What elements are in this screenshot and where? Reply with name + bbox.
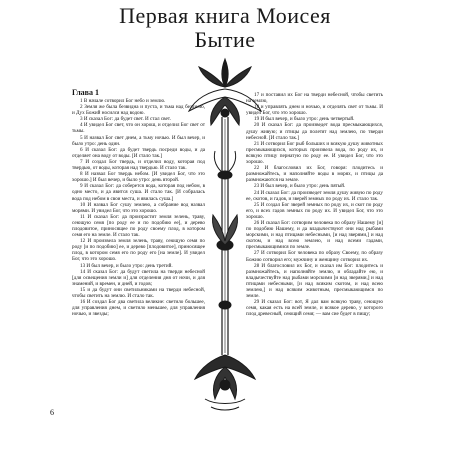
verse: 25 И создал Бог зверей земных по роду их, и скот по роду его, и всех гадов земных по роду их. И увидел Бог, что это хорошо. xyxy=(246,201,383,220)
verse: 20 И сказал Бог: да произведет вода пресмыкающихся, душу живую; и птицы да полетят над землею, по тверди небесной. [И стало так.] xyxy=(246,122,383,141)
verse: 12 И произвела земля зелень, траву, сеющую семя по роду [и по подобию] ее, и дерево [плодовитое], приносящее плод, в котором семя его по роду его [на земле]. И увидел Бог, что это хорошо. xyxy=(72,238,205,263)
verse: 14 И сказал Бог: да будут светила на тверди небесной [для освещения земли и] для отделения дня от ночи, и для знамений, и времен, и дней, и годов; xyxy=(72,268,205,287)
verse: 11 И сказал Бог: да произрастит земля зелень, траву, сеющую семя [по роду ее и по подобию ее], и дерево плодовитое, приносящее по роду своему плод, в котором семя его на земле. И стало так. xyxy=(72,213,205,239)
verse: 19 И был вечер, и было утро: день четвертый. xyxy=(254,116,355,123)
verse: 16 И создал Бог два светила великие: светило большее, для управления днем, и светило меньшее, для управления ночью, и звезды; xyxy=(72,299,205,318)
verse: 5 И назвал Бог свет днем, а тьму ночью. И был вечер, и было утро: день один. xyxy=(72,134,205,147)
verse: 27 И сотворил Бог человека по образу Своему, по образу Божию сотворил его; мужчину и женщину сотворил их. xyxy=(246,250,383,263)
verse: 9 И сказал Бог: да соберется вода, которая под небом, в одно место, и да явится суша. И стало так. [И собралась вода под небом в свои места, и явилась суша.] xyxy=(72,183,205,202)
verse: 13 И был вечер, и было утро: день третий. xyxy=(80,262,173,269)
verse: 22 И благословил их Бог, говоря: плодитесь и размножайтесь, и наполняйте воды в морях, и птицы да размножаются на земле. xyxy=(246,165,383,184)
book-title: Первая книга Моисея xyxy=(119,3,331,28)
verse: 21 И сотворил Бог рыб больших и всякую душу животных пресмыкающихся, которых произвела вода, по роду их, и всякую птицу пернатую по роду ее. И увидел Бог, что это хорошо. xyxy=(246,140,383,166)
verse: 24 И сказал Бог: да произведет земля душу живую по роду ее, скотов, и гадов, и зверей земных по роду их. И стало так. xyxy=(246,189,383,202)
verse: 7 И создал Бог твердь, и отделил воду, которая под твердью, от воды, которая над твердью. И стало так. xyxy=(72,158,205,172)
verse: 15 и да будут они светильниками на тверди небесной, чтобы светить на землю. И стало так. xyxy=(72,286,205,299)
book-subtitle: Бытие xyxy=(194,27,256,52)
verse: 17 и поставил их Бог на тверди небесной, чтобы светить на землю, xyxy=(246,92,383,105)
verse: 18 и управлять днем и ночью, и отделять свет от тьмы. И увидел Бог, что это хорошо. xyxy=(246,104,383,117)
verse: 2 Земля же была безвидна и пуста, и тьма над бездною, и Дух Божий носился над водою. xyxy=(72,104,205,117)
chapter-heading: Глава 1 xyxy=(72,88,99,97)
verse: 8 И назвал Бог твердь небом. [И увидел Бог, что это хорошо.] И был вечер, и было утро: день второй. xyxy=(72,171,205,184)
right-column xyxy=(246,92,383,317)
verse: 3 И сказал Бог: да будет свет. И стал свет. xyxy=(80,116,171,123)
verse: 1 В начале сотворил Бог небо и землю. xyxy=(80,98,166,104)
verse: 28 И благословил их Бог, и сказал им Бог: плодитесь и размножайтесь, и наполняйте землю, и обладайте ею, и владычествуйте над рыбами морскими [и над зверями,] и над птицами небесными, [и над всяким скотом, и над всею землею,] и над всяким животным, пресмыкающимся по земле. xyxy=(246,262,383,300)
verse: 23 И был вечер, и было утро: день пятый. xyxy=(254,183,346,190)
verse: 26 И сказал Бог: сотворим человека по образу Нашему [и] по подобию Нашему, и да владычествуют они над рыбами морскими, и над птицами небесными, [и над зверями,] и над скотом, и над всею землею, и над всеми гадами, пресмыкающимися по земле. xyxy=(246,219,383,251)
verse: 29 И сказал Бог: вот, Я дал вам всякую траву, сеющую семя, какая есть на всей земле, и всякое дерево, у которого плод древесный, сеющий семя; — вам сие будет в пищу; xyxy=(246,299,383,318)
verse: 6 И сказал Бог: да будет твердь посреди воды, и да отделяет она воду от воды. [И стало так.] xyxy=(72,146,205,159)
right-verse-list xyxy=(246,92,383,317)
verse: 4 И увидел Бог свет, что он хорош, и отделил Бог свет от тьмы. xyxy=(72,122,205,135)
verse: 10 И назвал Бог сушу землею, а собрание вод назвал морями. И увидел Бог, что это хорошо. xyxy=(72,201,205,214)
page-number: 6 xyxy=(50,408,54,417)
